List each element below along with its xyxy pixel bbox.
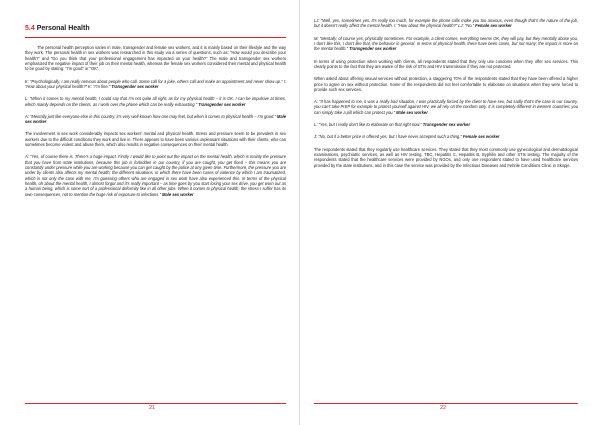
quote-text: A: “Mentally just like everyone else in this country, it’s very well-known how one may feel, but when it comes to physical health – I’m good.” [25,113,276,119]
quote [314,134,578,139]
paragraph: In terms of using protection when working with clients, all respondents stated that they only use condoms when they offer sex services. This clearly points to the fact that they are aware of the risk of STIs and HIV transmission if they are not protected. [314,58,578,69]
right-footer [314,403,578,413]
quote-text: M: “Mentally, of course yes, physically sometimes. For example, a client comes, everything seems OK, they will pay, but they mentally abuse you, I don’t like this, I don’t like that, the behavior in general. In terms of physical health, there have been cases, but not many; the impact is more on the mental health.” [314,35,578,52]
quote [314,99,578,115]
quote-text: K: “Psychologically, I am really nervous about people who call. Some call for a joke, others call and make an appointment and never show up.” I: “How about your physical health?” K: “I’m fine.” [25,78,286,89]
page-number: 21 [149,405,156,411]
quote-text: A: “It has happened to me, it was a really bad situation, I was practically forced by the client to have sex, but sadly that’s the case in our country, you can’t take PrEP for example to protect yourself against HIV, we all rely on the condom only. It is completely different in western countries; you can simply take a pill which can protect you.” [314,99,578,115]
quote-attribution: Transgender sex worker [422,122,471,128]
quote-text: A: “Yes, of course there is. There’s a huge impact. Firstly I would like to point out the impact on the mental health, which is mainly the pressure that you have from state institutions, because this job is forbidden in our country, if you are caught, you get fined – this means you are constantly under pressure while you are working because you can get caught by the police at any given time. Furthermore, the pressure you are under by clients also affects my mental health; the different situations, in which there have been cases of violence by which I am traumatized, which is not only the case with me, I’m guessing others who are engaged in sex work have also experienced this. In terms of the physical health, oh about the mental health, I almost forgot and it’s really important – as time goes by you start losing your sex drive, you get worn out as a human being, which is some sort of a professional deformity like in all other jobs. When it comes to physical health, the stress I suffer has its own consequences, not to mention the huge risk of exposure to infections.” [25,154,286,197]
paragraph: When asked about offering sexual services without protection, a staggering 70% of the respondents stated that they have been offered a higher price to agree on sex without protection. Some of the respondents did not feel comfortable to elaborate on situations when they were forced to provide such sex services. [314,76,578,92]
quote [25,154,286,197]
section-heading [25,25,286,32]
quote-attribution: Transgender sex worker [349,46,397,52]
footer-rule [314,403,578,404]
section-title: Personal Health [36,25,90,32]
quote [314,18,578,29]
paragraph: The personal health perception varies in male, transgender and female sex workers, and it is mainly based on their lifestyle and the way they work. The personal health in sex workers was researched in this study via a series of questions, such as: “How would you describe your health?” and “Do you think that your professional engagement has impacted on your health?” The male and transgender sex workers emphasized the negative impact of their job on their mental health, whereas the female sex workers considered their mental and physical health to be good by stating: “I’m good” or “OK”. [25,45,286,72]
quote-attribution: Male sex worker [396,109,428,115]
quote-attribution: Transgender sex worker [198,101,246,107]
quote [314,36,578,52]
quote-text: L: “Yes, but I really don’t like to elaborate on that right now.” [314,122,422,128]
quote-text: LJ: “Well, yes, sometimes yes. It’s really too much, for example the phone calls make you too anxious, even though that’s the nature of the job, but it doesn’t really affect the mental health. I: “How about the physical health?” LJ: “No.” [314,18,578,29]
quote [25,96,286,107]
quote [25,114,286,125]
quote [25,79,286,90]
page-number: 22 [440,405,447,411]
right-page [300,0,600,425]
quote-attribution: Male sex worker [162,191,194,197]
quote [314,122,578,127]
heading-rule [25,37,286,38]
quote-text: L: “When it comes to my mental health, I could say that I’m not quite all right, as for my physical health – it is OK. I can be impulsive at times, which mainly depends on the clients, as I work over the phone which can be really exhausting.” [25,96,286,107]
footer-rule [25,403,286,404]
quote-attribution: Transgender sex worker [111,83,159,89]
left-footer [25,403,286,413]
section-number: 5.4 [25,25,35,32]
quote-attribution: Female sex worker [475,23,512,29]
quote-attribution: Male sex worker [25,113,287,125]
quote-attribution: Female sex worker [462,134,500,140]
quote-text: J: “No, but if a better price is offered yes, but I have never accepted such a thing.” [314,134,462,140]
paragraph: The involvement in sex work considerably impacts sex workers’ mental and physical health. Stress and pressure seem to be prevalent in sex workers due to the difficult conditions they work and live in. There appears to have been various unpleasant situations with their clients, who can sometimes become violent and abuse them, which also results in negative consequences on their mental health. [25,131,286,148]
paragraph: The respondents stated that they regularly use healthcare services. They stated that they most commonly use gynecological and dermatological examinations, psychiatric services, as well as HIV testing, TBC, Hepatitis C, Hepatitis B, Syphilis and other STIs testing. The majority of the respondents stated that the healthcare services were provided by NGOs, and only one respondent stated to have used healthcare services provided by the state institutions, and in this case the service was provided by the Infectious Diseases and Febrile Conditions Clinic in Skopje. [314,146,578,168]
